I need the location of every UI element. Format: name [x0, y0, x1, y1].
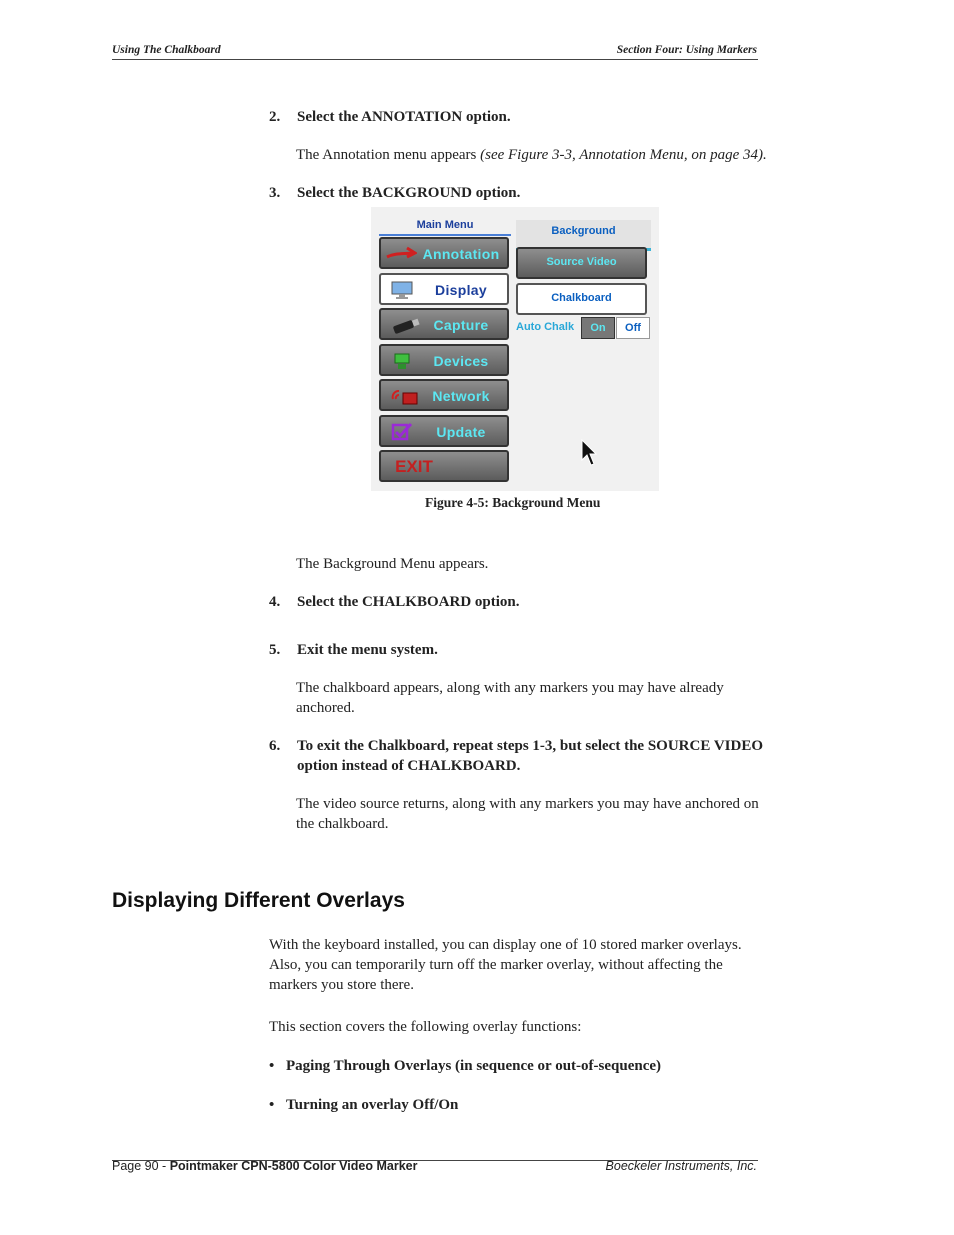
auto-chalk-label: Auto Chalk: [516, 321, 575, 333]
result-text: The Annotation menu appears: [296, 147, 481, 163]
annotation-arrow-icon: [385, 245, 417, 263]
bullet-glyph: •: [269, 1097, 275, 1113]
result-line: The chalkboard appears, along with any markers you may have already: [296, 680, 724, 696]
chalkboard-button[interactable]: [516, 283, 647, 315]
menu-button-label: Network: [432, 388, 490, 404]
menu-button-update[interactable]: [379, 415, 509, 447]
header-rule: [112, 59, 758, 60]
step-6-result: [296, 794, 759, 834]
section-heading: Displaying Different Overlays: [112, 889, 405, 912]
running-header-right: Section Four: Using Markers: [616, 44, 757, 56]
menu-button-exit[interactable]: [379, 450, 509, 482]
menu-button-network[interactable]: [379, 379, 509, 411]
footer-right: Boeckeler Instruments, Inc.: [605, 1159, 757, 1173]
background-title: Background: [551, 225, 616, 237]
intro-line: Also, you can temporarily turn off the marker overlay, without affecting the: [269, 957, 723, 973]
menu-button-label: Update: [436, 424, 486, 440]
devices-icon: [391, 352, 413, 370]
step-2-result: [296, 145, 767, 165]
product-name: Pointmaker CPN-5800 Color Video Marker: [169, 1159, 418, 1173]
intro-line: markers you store there.: [269, 977, 414, 993]
background-menu-figure: [371, 207, 659, 491]
source-video-button[interactable]: [516, 247, 647, 279]
result-line: The video source returns, along with any markers you may have anchored on: [296, 796, 759, 812]
figure-caption: Figure 4-5: Background Menu: [425, 495, 601, 510]
step-text-line: To exit the Chalkboard, repeat steps 1-3, but select the SOURCE VIDEO: [297, 738, 763, 754]
checkbox-icon: [391, 423, 413, 441]
result-line: the chalkboard.: [296, 816, 389, 832]
step-text-line: option instead of CHALKBOARD.: [297, 758, 521, 774]
step-number: 2.: [269, 109, 281, 125]
page-number: Page 90 -: [112, 1159, 170, 1173]
running-header-left: Using The Chalkboard: [112, 44, 221, 56]
menu-button-annotation[interactable]: [379, 237, 509, 269]
step-number: 3.: [269, 185, 281, 201]
step-text: Select the CHALKBOARD option.: [297, 594, 520, 610]
section-intro: [269, 935, 742, 995]
step-6: [269, 738, 763, 778]
monitor-icon: [391, 281, 413, 299]
menu-button-devices[interactable]: [379, 344, 509, 376]
menu-button-label: Capture: [433, 317, 489, 333]
step-text: Select the BACKGROUND option.: [297, 185, 521, 201]
step-text: Select the ANNOTATION option.: [297, 109, 511, 125]
intro-line: With the keyboard installed, you can display one of 10 stored marker overlays.: [269, 937, 742, 953]
auto-chalk-off-toggle[interactable]: Off: [616, 317, 650, 339]
chalkboard-label: Chalkboard: [551, 292, 612, 304]
menu-button-label: Devices: [433, 353, 489, 369]
bullet-text: Turning an overlay Off/On: [286, 1097, 459, 1113]
bullet-text: Paging Through Overlays (in sequence or out-of-sequence): [286, 1058, 662, 1074]
main-menu-title: Main Menu: [379, 219, 511, 236]
menu-button-label: EXIT: [395, 457, 433, 476]
menu-button-capture[interactable]: [379, 308, 509, 340]
step-number: 5.: [269, 642, 281, 658]
cross-reference: (see Figure 3-3, Annotation Menu, on page 34).: [480, 147, 767, 163]
section-covers: This section covers the following overlay functions:: [269, 1019, 582, 1035]
menu-button-display[interactable]: [379, 273, 509, 305]
menu-button-label: Display: [435, 282, 487, 298]
step-3-result: The Background Menu appears.: [296, 556, 489, 572]
footer-left: [112, 1159, 417, 1173]
source-video-label: Source Video: [546, 256, 617, 268]
network-icon: [391, 387, 419, 405]
step-text: Exit the menu system.: [297, 642, 438, 658]
step-5-result: [296, 678, 724, 718]
bullet-glyph: •: [269, 1058, 275, 1074]
step-number: 4.: [269, 594, 281, 610]
menu-button-label: Annotation: [422, 246, 500, 262]
step-number: 6.: [269, 738, 281, 754]
mouse-cursor-icon: [581, 439, 597, 467]
auto-chalk-on-toggle[interactable]: On: [581, 317, 615, 339]
result-line: anchored.: [296, 700, 355, 716]
